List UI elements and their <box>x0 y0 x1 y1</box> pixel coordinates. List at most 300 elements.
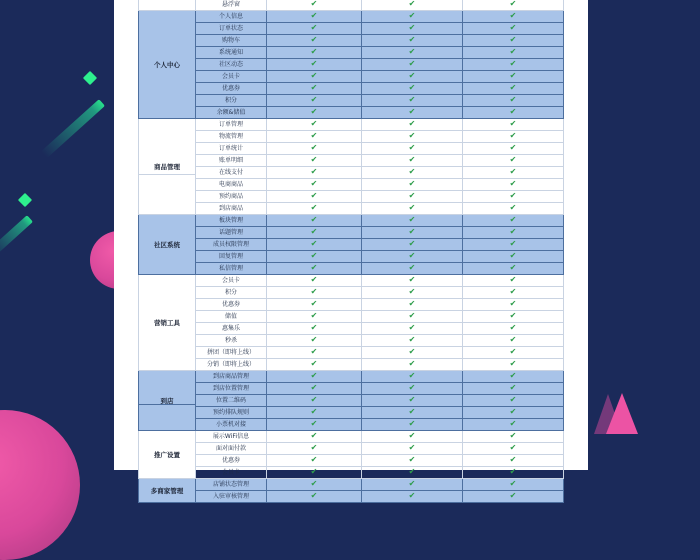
plan-cell <box>463 83 564 95</box>
check-mark-icon: ✔ <box>408 227 416 236</box>
check-mark-icon: ✔ <box>310 107 318 116</box>
category-cell <box>139 371 196 431</box>
cell-divider <box>139 174 195 175</box>
check-mark-icon: ✔ <box>310 251 318 260</box>
plan-cell <box>267 83 362 95</box>
category-cell <box>139 479 196 503</box>
check-mark-icon: ✔ <box>509 383 517 392</box>
check-mark-icon: ✔ <box>408 287 416 296</box>
plan-cell <box>267 227 362 239</box>
plan-cell <box>267 299 362 311</box>
check-mark-icon: ✔ <box>310 323 318 332</box>
check-mark-icon: ✔ <box>408 0 416 8</box>
plan-cell <box>463 155 564 167</box>
check-mark-icon: ✔ <box>408 71 416 80</box>
plan-cell <box>267 407 362 419</box>
table-row <box>139 479 564 491</box>
plan-cell <box>267 23 362 35</box>
feature-cell: 板块管理 <box>196 215 267 227</box>
feature-cell: 成员权限管理 <box>196 239 267 251</box>
feature-cell: 秒杀 <box>196 335 267 347</box>
plan-cell <box>362 431 463 443</box>
table-row <box>139 191 564 203</box>
check-mark-icon: ✔ <box>310 311 318 320</box>
table-row <box>139 323 564 335</box>
check-mark-icon: ✔ <box>310 455 318 464</box>
table-row <box>139 203 564 215</box>
check-mark-icon: ✔ <box>509 371 517 380</box>
feature-cell: 到店位置管理 <box>196 383 267 395</box>
plan-cell <box>267 155 362 167</box>
plan-cell <box>463 23 564 35</box>
check-mark-icon: ✔ <box>509 191 517 200</box>
check-mark-icon: ✔ <box>310 239 318 248</box>
feature-cell: 积分 <box>196 287 267 299</box>
plan-cell <box>362 143 463 155</box>
check-mark-icon: ✔ <box>408 47 416 56</box>
check-mark-icon: ✔ <box>408 179 416 188</box>
check-mark-icon: ✔ <box>509 215 517 224</box>
plan-cell <box>463 35 564 47</box>
plan-cell <box>463 239 564 251</box>
plan-cell <box>267 383 362 395</box>
plan-cell <box>362 227 463 239</box>
check-mark-icon: ✔ <box>310 0 318 8</box>
plan-cell <box>267 431 362 443</box>
check-mark-icon: ✔ <box>310 119 318 128</box>
check-mark-icon: ✔ <box>509 131 517 140</box>
plan-cell <box>362 203 463 215</box>
green-streak-decoration <box>41 99 105 158</box>
feature-cell: 会员卡 <box>196 71 267 83</box>
table-row <box>139 131 564 143</box>
check-mark-icon: ✔ <box>310 275 318 284</box>
check-mark-icon: ✔ <box>509 455 517 464</box>
plan-cell <box>267 131 362 143</box>
plan-cell <box>267 443 362 455</box>
check-mark-icon: ✔ <box>509 491 517 500</box>
plan-cell <box>362 407 463 419</box>
plan-cell <box>362 323 463 335</box>
check-mark-icon: ✔ <box>408 323 416 332</box>
check-mark-icon: ✔ <box>509 299 517 308</box>
plan-cell <box>362 263 463 275</box>
plan-cell <box>463 335 564 347</box>
check-mark-icon: ✔ <box>408 11 416 20</box>
check-mark-icon: ✔ <box>408 251 416 260</box>
check-mark-icon: ✔ <box>310 347 318 356</box>
plan-cell <box>362 119 463 131</box>
check-mark-icon: ✔ <box>509 251 517 260</box>
plan-cell <box>463 143 564 155</box>
plan-cell <box>362 179 463 191</box>
check-mark-icon: ✔ <box>509 263 517 272</box>
plan-cell <box>362 359 463 371</box>
plan-cell <box>463 167 564 179</box>
plan-cell <box>267 95 362 107</box>
check-mark-icon: ✔ <box>310 371 318 380</box>
feature-cell: 储值 <box>196 311 267 323</box>
plan-cell <box>267 119 362 131</box>
plan-cell <box>267 275 362 287</box>
plan-cell <box>362 131 463 143</box>
category-label: 个人中心 <box>154 60 180 69</box>
table-row <box>139 431 564 443</box>
check-mark-icon: ✔ <box>509 275 517 284</box>
check-mark-icon: ✔ <box>408 383 416 392</box>
check-mark-icon: ✔ <box>310 83 318 92</box>
feature-cell: 购物车 <box>196 35 267 47</box>
plan-cell <box>463 491 564 503</box>
check-mark-icon: ✔ <box>509 323 517 332</box>
plan-cell <box>463 215 564 227</box>
plan-cell <box>267 395 362 407</box>
plan-cell <box>463 479 564 491</box>
check-mark-icon: ✔ <box>408 491 416 500</box>
feature-cell: 会员卡 <box>196 467 267 479</box>
plan-cell <box>362 23 463 35</box>
category-label: 多商家管理 <box>150 486 184 495</box>
plan-cell <box>463 203 564 215</box>
plan-cell <box>463 0 564 11</box>
check-mark-icon: ✔ <box>408 299 416 308</box>
plan-cell <box>267 347 362 359</box>
check-mark-icon: ✔ <box>310 191 318 200</box>
table-row <box>139 227 564 239</box>
feature-cell: 店铺状态管理 <box>196 479 267 491</box>
check-mark-icon: ✔ <box>310 227 318 236</box>
feature-cell: 分销（即将上线） <box>196 359 267 371</box>
feature-cell: 话题管理 <box>196 227 267 239</box>
table-row <box>139 263 564 275</box>
feature-cell: 回复管理 <box>196 251 267 263</box>
category-label: 推广设置 <box>154 450 180 459</box>
feature-cell: 电商商品 <box>196 179 267 191</box>
feature-cell: 到店商品管理 <box>196 371 267 383</box>
feature-cell: 位置二维码 <box>196 395 267 407</box>
check-mark-icon: ✔ <box>408 107 416 116</box>
plan-cell <box>463 419 564 431</box>
plan-cell <box>362 0 463 11</box>
plan-cell <box>463 131 564 143</box>
check-mark-icon: ✔ <box>310 491 318 500</box>
check-mark-icon: ✔ <box>509 203 517 212</box>
check-mark-icon: ✔ <box>509 83 517 92</box>
feature-cell: 优惠券 <box>196 299 267 311</box>
plan-cell <box>267 251 362 263</box>
check-mark-icon: ✔ <box>408 443 416 452</box>
check-mark-icon: ✔ <box>509 227 517 236</box>
plan-cell <box>267 479 362 491</box>
check-mark-icon: ✔ <box>408 203 416 212</box>
check-mark-icon: ✔ <box>509 311 517 320</box>
check-mark-icon: ✔ <box>509 35 517 44</box>
check-mark-icon: ✔ <box>408 155 416 164</box>
plan-cell <box>463 119 564 131</box>
green-square-decoration <box>18 193 32 207</box>
plan-cell <box>463 359 564 371</box>
plan-cell <box>267 323 362 335</box>
check-mark-icon: ✔ <box>310 407 318 416</box>
plan-cell <box>362 467 463 479</box>
table-row <box>139 251 564 263</box>
plan-cell <box>362 443 463 455</box>
table-row <box>139 287 564 299</box>
plan-cell <box>362 47 463 59</box>
check-mark-icon: ✔ <box>509 119 517 128</box>
table-row <box>139 0 564 11</box>
check-mark-icon: ✔ <box>408 275 416 284</box>
table-row <box>139 179 564 191</box>
plan-cell <box>267 311 362 323</box>
plan-cell <box>463 71 564 83</box>
category-cell <box>139 11 196 119</box>
plan-cell <box>267 239 362 251</box>
category-label: 营销工具 <box>154 318 180 327</box>
table-row <box>139 71 564 83</box>
feature-cell: 订单管理 <box>196 119 267 131</box>
check-mark-icon: ✔ <box>310 35 318 44</box>
plan-cell <box>362 215 463 227</box>
plan-cell <box>463 431 564 443</box>
plan-cell <box>463 443 564 455</box>
plan-cell <box>463 107 564 119</box>
table-row <box>139 11 564 23</box>
table-row <box>139 443 564 455</box>
check-mark-icon: ✔ <box>408 167 416 176</box>
plan-cell <box>267 371 362 383</box>
check-mark-icon: ✔ <box>509 47 517 56</box>
feature-cell: 积分 <box>196 95 267 107</box>
check-mark-icon: ✔ <box>408 407 416 416</box>
table-row <box>139 299 564 311</box>
feature-cell: 到店商品 <box>196 203 267 215</box>
feature-cell: 账单明细 <box>196 155 267 167</box>
feature-cell: 悬浮窗 <box>196 0 267 11</box>
check-mark-icon: ✔ <box>408 119 416 128</box>
check-mark-icon: ✔ <box>310 95 318 104</box>
feature-cell: 入驻审核管理 <box>196 491 267 503</box>
table-row <box>139 143 564 155</box>
plan-cell <box>463 191 564 203</box>
table-row <box>139 275 564 287</box>
plan-cell <box>362 479 463 491</box>
feature-cell: 社区动态 <box>196 59 267 71</box>
table-row <box>139 407 564 419</box>
table-row <box>139 95 564 107</box>
check-mark-icon: ✔ <box>509 407 517 416</box>
check-mark-icon: ✔ <box>509 95 517 104</box>
check-mark-icon: ✔ <box>310 167 318 176</box>
table-row <box>139 35 564 47</box>
check-mark-icon: ✔ <box>310 59 318 68</box>
plan-cell <box>463 287 564 299</box>
table-row <box>139 167 564 179</box>
feature-cell: 预约商品 <box>196 191 267 203</box>
check-mark-icon: ✔ <box>408 395 416 404</box>
plan-cell <box>267 143 362 155</box>
check-mark-icon: ✔ <box>509 359 517 368</box>
green-streak-decoration <box>0 215 33 256</box>
check-mark-icon: ✔ <box>408 431 416 440</box>
plan-cell <box>463 47 564 59</box>
table-row <box>139 47 564 59</box>
check-mark-icon: ✔ <box>509 71 517 80</box>
plan-cell <box>267 335 362 347</box>
check-mark-icon: ✔ <box>408 59 416 68</box>
plan-cell <box>463 467 564 479</box>
check-mark-icon: ✔ <box>408 23 416 32</box>
plan-cell <box>362 71 463 83</box>
plan-cell <box>362 383 463 395</box>
check-mark-icon: ✔ <box>509 23 517 32</box>
plan-cell <box>267 419 362 431</box>
feature-cell: 私信管理 <box>196 263 267 275</box>
plan-cell <box>362 335 463 347</box>
table-row <box>139 83 564 95</box>
plan-cell <box>463 395 564 407</box>
check-mark-icon: ✔ <box>509 443 517 452</box>
check-mark-icon: ✔ <box>408 467 416 476</box>
check-mark-icon: ✔ <box>310 431 318 440</box>
check-mark-icon: ✔ <box>310 335 318 344</box>
table-row <box>139 119 564 131</box>
table-row <box>139 107 564 119</box>
check-mark-icon: ✔ <box>310 359 318 368</box>
plan-cell <box>463 407 564 419</box>
plan-cell <box>463 263 564 275</box>
check-mark-icon: ✔ <box>310 443 318 452</box>
plan-cell <box>463 227 564 239</box>
feature-cell: 物流管理 <box>196 131 267 143</box>
plan-cell <box>362 95 463 107</box>
plan-cell <box>362 35 463 47</box>
check-mark-icon: ✔ <box>408 35 416 44</box>
check-mark-icon: ✔ <box>310 155 318 164</box>
plan-cell <box>267 167 362 179</box>
plan-cell <box>362 107 463 119</box>
check-mark-icon: ✔ <box>310 419 318 428</box>
plan-cell <box>362 191 463 203</box>
plan-cell <box>362 167 463 179</box>
check-mark-icon: ✔ <box>310 47 318 56</box>
plan-cell <box>463 311 564 323</box>
table-row <box>139 467 564 479</box>
plan-cell <box>267 215 362 227</box>
plan-cell <box>362 59 463 71</box>
feature-cell: 预约排队规则 <box>196 407 267 419</box>
feature-cell: 小票机对接 <box>196 419 267 431</box>
table-row <box>139 347 564 359</box>
check-mark-icon: ✔ <box>310 479 318 488</box>
plan-cell <box>267 191 362 203</box>
check-mark-icon: ✔ <box>310 467 318 476</box>
plan-cell <box>463 275 564 287</box>
check-mark-icon: ✔ <box>509 107 517 116</box>
feature-cell: 余额&储值 <box>196 107 267 119</box>
check-mark-icon: ✔ <box>408 239 416 248</box>
feature-cell: 展示WiFi信息 <box>196 431 267 443</box>
check-mark-icon: ✔ <box>408 347 416 356</box>
table-row <box>139 359 564 371</box>
plan-cell <box>362 371 463 383</box>
table-row <box>139 311 564 323</box>
plan-cell <box>267 47 362 59</box>
check-mark-icon: ✔ <box>509 11 517 20</box>
check-mark-icon: ✔ <box>310 395 318 404</box>
cell-divider <box>139 404 195 405</box>
table-row <box>139 455 564 467</box>
category-cell <box>139 215 196 275</box>
check-mark-icon: ✔ <box>509 239 517 248</box>
feature-cell: 个人信息 <box>196 11 267 23</box>
category-cell <box>139 431 196 479</box>
check-mark-icon: ✔ <box>509 59 517 68</box>
green-square-decoration <box>83 71 97 85</box>
check-mark-icon: ✔ <box>408 335 416 344</box>
check-mark-icon: ✔ <box>310 11 318 20</box>
plan-cell <box>463 95 564 107</box>
plan-cell <box>463 299 564 311</box>
feature-cell: 优惠券 <box>196 83 267 95</box>
check-mark-icon: ✔ <box>509 155 517 164</box>
plan-cell <box>267 359 362 371</box>
feature-cell: 面对面付款 <box>196 443 267 455</box>
table-row <box>139 491 564 503</box>
check-mark-icon: ✔ <box>509 179 517 188</box>
check-mark-icon: ✔ <box>509 431 517 440</box>
plan-cell <box>463 371 564 383</box>
feature-cell: 在线支付 <box>196 167 267 179</box>
plan-cell <box>267 0 362 11</box>
pink-sphere-decoration <box>0 410 80 560</box>
plan-cell <box>362 83 463 95</box>
category-cell <box>139 119 196 215</box>
plan-cell <box>362 275 463 287</box>
check-mark-icon: ✔ <box>408 263 416 272</box>
table-row <box>139 335 564 347</box>
plan-cell <box>362 239 463 251</box>
plan-cell <box>463 251 564 263</box>
check-mark-icon: ✔ <box>310 23 318 32</box>
check-mark-icon: ✔ <box>408 419 416 428</box>
check-mark-icon: ✔ <box>310 131 318 140</box>
plan-cell <box>362 155 463 167</box>
table-row <box>139 419 564 431</box>
check-mark-icon: ✔ <box>408 359 416 368</box>
category-cell <box>139 0 196 11</box>
plan-cell <box>362 347 463 359</box>
plan-cell <box>362 251 463 263</box>
plan-cell <box>267 263 362 275</box>
plan-cell <box>463 347 564 359</box>
check-mark-icon: ✔ <box>310 383 318 392</box>
check-mark-icon: ✔ <box>310 287 318 296</box>
check-mark-icon: ✔ <box>509 419 517 428</box>
check-mark-icon: ✔ <box>509 467 517 476</box>
plan-cell <box>267 287 362 299</box>
check-mark-icon: ✔ <box>408 131 416 140</box>
check-mark-icon: ✔ <box>509 479 517 488</box>
category-cell <box>139 275 196 371</box>
plan-cell <box>463 323 564 335</box>
check-mark-icon: ✔ <box>509 167 517 176</box>
check-mark-icon: ✔ <box>408 479 416 488</box>
check-mark-icon: ✔ <box>310 263 318 272</box>
table-row <box>139 59 564 71</box>
check-mark-icon: ✔ <box>408 83 416 92</box>
category-label: 商品管理 <box>154 162 180 171</box>
